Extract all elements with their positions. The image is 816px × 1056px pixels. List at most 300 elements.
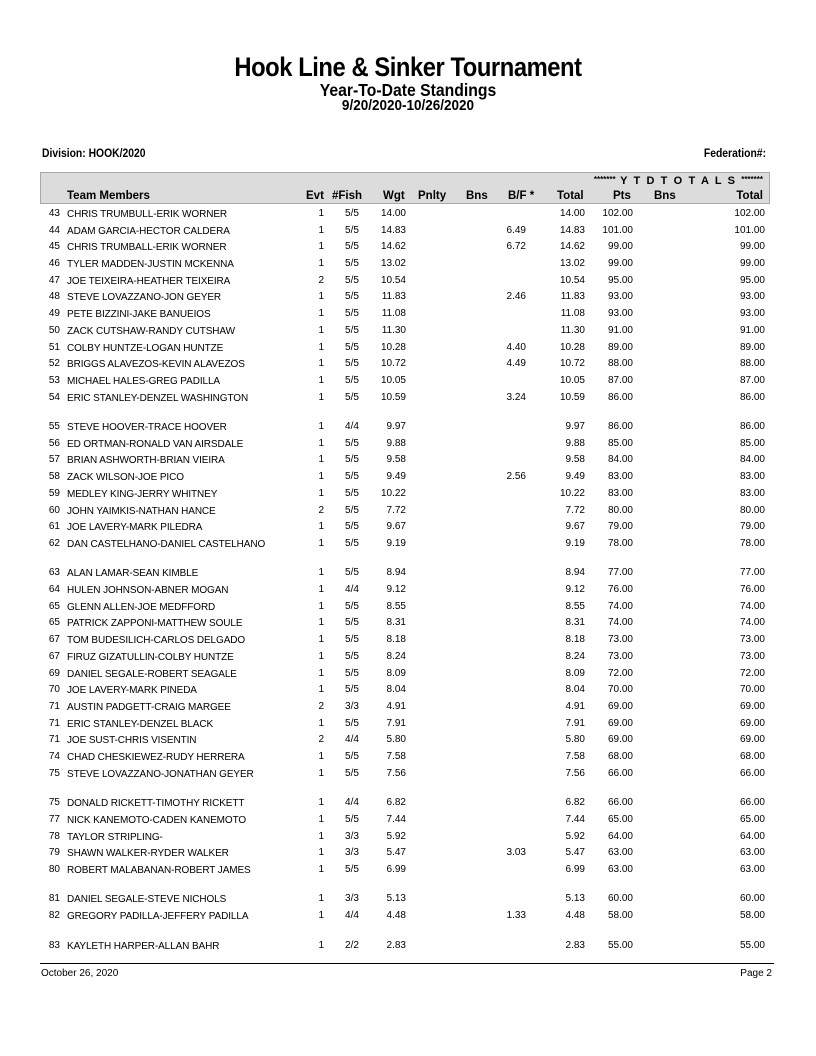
row-ytd-points: 79.00 <box>607 521 633 533</box>
row-ytd-total: 87.00 <box>739 374 765 386</box>
table-row <box>0 891 816 908</box>
row-fish-count: 3/3 <box>345 830 359 842</box>
row-ytd-total: 76.00 <box>739 584 765 596</box>
row-weight: 11.30 <box>381 324 406 336</box>
row-weight: 10.28 <box>380 341 406 353</box>
row-evt: 1 <box>318 391 324 403</box>
row-ytd-points: 84.00 <box>607 454 633 466</box>
ytd-stars-left: ******* <box>593 175 616 184</box>
row-ytd-total: 72.00 <box>739 667 765 679</box>
row-evt: 1 <box>318 358 324 370</box>
row-fish-count: 4/4 <box>345 797 359 809</box>
row-ytd-points: 74.00 <box>607 617 633 629</box>
table-row <box>0 306 816 323</box>
row-evt: 1 <box>318 634 324 646</box>
row-fish-count: 5/5 <box>345 617 359 629</box>
row-ytd-total: 74.00 <box>739 600 765 612</box>
row-rank: 48 <box>48 291 60 303</box>
row-ytd-points: 86.00 <box>607 421 633 433</box>
row-fish-count: 3/3 <box>345 700 359 712</box>
row-ytd-total: 80.00 <box>739 504 765 516</box>
row-team-members: COLBY HUNTZE-LOGAN HUNTZE <box>67 342 224 354</box>
row-total: 6.99 <box>565 863 585 875</box>
row-total: 4.91 <box>565 700 585 712</box>
footer-divider <box>40 963 774 964</box>
row-ytd-total: 73.00 <box>739 650 765 662</box>
row-weight: 14.62 <box>380 241 406 253</box>
row-total: 14.83 <box>559 224 585 236</box>
table-row <box>0 289 816 306</box>
row-ytd-total: 101.00 <box>734 224 765 236</box>
table-row <box>0 273 816 290</box>
row-ytd-total: 63.00 <box>739 863 765 875</box>
row-team-members: TOM BUDESILICH-CARLOS DELGADO <box>67 635 246 647</box>
row-evt: 1 <box>318 224 324 236</box>
row-ytd-points: 60.00 <box>607 893 633 905</box>
row-team-members: MICHAEL HALES-GREG PADILLA <box>67 375 221 387</box>
table-row <box>0 599 816 616</box>
row-ytd-points: 83.00 <box>607 487 633 499</box>
row-total: 8.31 <box>565 617 585 629</box>
table-row <box>0 340 816 357</box>
row-evt: 1 <box>318 600 324 612</box>
table-row <box>0 649 816 666</box>
table-row <box>0 795 816 812</box>
table-row <box>0 632 816 649</box>
row-evt: 1 <box>318 437 324 449</box>
row-fish-count: 5/5 <box>345 767 359 779</box>
row-team-members: JOHN YAIMKIS-NATHAN HANCE <box>67 505 216 517</box>
row-ytd-points: 63.00 <box>607 847 633 859</box>
row-ytd-points: 66.00 <box>607 767 633 779</box>
row-ytd-total: 91.00 <box>739 324 765 336</box>
col-header-bns: Bns <box>466 190 488 202</box>
row-total: 9.58 <box>565 454 585 466</box>
row-big-fish: 1.33 <box>506 910 526 922</box>
row-rank: 61 <box>48 521 60 533</box>
table-row <box>0 699 816 716</box>
row-team-members: TAYLOR STRIPLING- <box>67 831 163 843</box>
row-rank: 53 <box>48 374 60 386</box>
report-date-range: 9/20/2020-10/26/2020 <box>341 97 475 114</box>
row-rank: 64 <box>48 584 60 596</box>
row-fish-count: 5/5 <box>345 391 359 403</box>
row-total: 7.56 <box>565 767 585 779</box>
row-weight: 8.94 <box>386 567 406 579</box>
row-weight: 6.99 <box>386 863 406 875</box>
row-weight: 8.09 <box>386 667 406 679</box>
row-total: 11.30 <box>560 324 585 336</box>
row-weight: 7.91 <box>386 717 406 729</box>
row-rank: 62 <box>48 537 60 549</box>
footer-page-number: Page 2 <box>740 968 772 979</box>
row-ytd-points: 83.00 <box>607 471 633 483</box>
federation-label: Federation#: <box>703 148 766 160</box>
row-fish-count: 5/5 <box>345 600 359 612</box>
table-row <box>0 938 816 955</box>
row-team-members: PETE BIZZINI-JAKE BANUEIOS <box>67 309 211 321</box>
row-weight: 8.18 <box>386 634 406 646</box>
row-evt: 1 <box>318 650 324 662</box>
row-ytd-points: 95.00 <box>607 274 633 286</box>
row-weight: 9.12 <box>386 584 406 596</box>
row-team-members: AUSTIN PADGETT-CRAIG MARGEE <box>67 701 231 713</box>
row-ytd-points: 91.00 <box>607 324 633 336</box>
row-evt: 1 <box>318 667 324 679</box>
table-row <box>0 223 816 240</box>
row-total: 10.05 <box>559 374 585 386</box>
row-ytd-total: 66.00 <box>739 767 765 779</box>
row-rank: 47 <box>48 274 60 286</box>
row-evt: 1 <box>318 893 324 905</box>
row-team-members: TYLER MADDEN-JUSTIN MCKENNA <box>67 259 234 271</box>
row-ytd-total: 88.00 <box>739 358 765 370</box>
row-team-members: DANIEL SEGALE-ROBERT SEAGALE <box>67 668 237 680</box>
row-ytd-total: 99.00 <box>739 258 765 270</box>
table-row <box>0 666 816 683</box>
row-fish-count: 4/4 <box>345 910 359 922</box>
row-ytd-total: 99.00 <box>739 241 765 253</box>
table-row <box>0 390 816 420</box>
ytd-totals-label: Y T D T O T A L S <box>620 175 737 187</box>
row-ytd-points: 99.00 <box>607 241 633 253</box>
row-total: 9.12 <box>565 584 585 596</box>
row-team-members: HULEN JOHNSON-ABNER MOGAN <box>67 585 229 597</box>
row-fish-count: 5/5 <box>345 241 359 253</box>
row-weight: 7.58 <box>386 750 406 762</box>
row-total: 4.48 <box>565 910 585 922</box>
row-fish-count: 5/5 <box>345 208 359 219</box>
row-ytd-points: 76.00 <box>607 584 633 596</box>
table-row <box>0 682 816 699</box>
row-total: 6.82 <box>565 797 585 809</box>
table-row <box>0 469 816 486</box>
row-team-members: JOE LAVERY-MARK PINEDA <box>67 685 197 697</box>
row-ytd-points: 68.00 <box>607 750 633 762</box>
row-ytd-points: 69.00 <box>607 734 633 746</box>
row-team-members: CHRIS TRUMBALL-ERIK WORNER <box>67 242 227 254</box>
table-row <box>0 732 816 749</box>
row-ytd-points: 87.00 <box>607 374 633 386</box>
row-ytd-points: 89.00 <box>607 341 633 353</box>
col-header-evt: Evt <box>306 190 324 202</box>
row-evt: 1 <box>318 813 324 825</box>
row-rank: 44 <box>48 224 60 236</box>
row-fish-count: 5/5 <box>345 274 359 286</box>
row-weight: 7.44 <box>386 813 406 825</box>
row-total: 14.62 <box>559 241 585 253</box>
row-evt: 1 <box>318 830 324 842</box>
row-rank: 59 <box>48 487 60 499</box>
row-evt: 1 <box>318 487 324 499</box>
row-ytd-total: 84.00 <box>739 454 765 466</box>
row-weight: 8.31 <box>386 617 406 629</box>
row-weight: 9.58 <box>386 454 406 466</box>
row-rank: 60 <box>48 504 60 516</box>
row-big-fish: 3.03 <box>506 847 526 859</box>
row-total: 5.13 <box>565 893 585 905</box>
table-row <box>0 452 816 469</box>
row-rank: 56 <box>48 437 60 449</box>
row-team-members: GREGORY PADILLA-JEFFERY PADILLA <box>67 911 249 923</box>
row-rank: 71 <box>48 700 60 712</box>
row-fish-count: 5/5 <box>345 521 359 533</box>
row-ytd-points: 86.00 <box>607 391 633 403</box>
row-evt: 1 <box>318 291 324 303</box>
row-evt: 1 <box>318 847 324 859</box>
row-total: 10.22 <box>559 487 585 499</box>
row-weight: 5.80 <box>386 734 406 746</box>
table-row <box>0 486 816 503</box>
row-rank: 50 <box>48 324 60 336</box>
row-total: 7.44 <box>565 813 585 825</box>
row-big-fish: 3.24 <box>506 391 526 403</box>
row-weight: 14.83 <box>380 224 406 236</box>
row-ytd-total: 83.00 <box>739 487 765 499</box>
row-ytd-points: 58.00 <box>607 910 633 922</box>
table-row <box>0 373 816 390</box>
row-team-members: JOE SUST-CHRIS VISENTIN <box>67 735 197 747</box>
row-evt: 1 <box>318 454 324 466</box>
row-team-members: STEVE HOOVER-TRACE HOOVER <box>67 422 227 434</box>
row-ytd-points: 63.00 <box>607 863 633 875</box>
row-ytd-total: 83.00 <box>739 471 765 483</box>
row-rank: 82 <box>48 910 60 922</box>
row-fish-count: 5/5 <box>345 537 359 549</box>
row-fish-count: 5/5 <box>345 471 359 483</box>
row-fish-count: 5/5 <box>345 487 359 499</box>
row-team-members: ALAN LAMAR-SEAN KIMBLE <box>67 568 199 580</box>
row-total: 8.18 <box>565 634 585 646</box>
row-weight: 11.08 <box>381 308 406 320</box>
row-team-members: ERIC STANLEY-DENZEL BLACK <box>67 718 214 730</box>
row-ytd-total: 93.00 <box>739 291 765 303</box>
row-team-members: DAN CASTELHANO-DANIEL CASTELHANO <box>67 538 266 550</box>
row-rank: 70 <box>48 684 60 696</box>
row-rank: 69 <box>48 667 60 679</box>
row-evt: 1 <box>318 717 324 729</box>
table-row <box>0 845 816 862</box>
row-rank: 55 <box>48 421 60 433</box>
row-big-fish: 4.40 <box>506 341 526 353</box>
row-team-members: ED ORTMAN-RONALD VAN AIRSDALE <box>67 438 244 450</box>
row-fish-count: 5/5 <box>345 504 359 516</box>
row-big-fish: 6.72 <box>506 241 526 253</box>
row-total: 8.94 <box>565 567 585 579</box>
row-ytd-points: 73.00 <box>607 634 633 646</box>
row-ytd-points: 65.00 <box>607 813 633 825</box>
table-row <box>0 862 816 892</box>
row-team-members: BRIGGS ALAVEZOS-KEVIN ALAVEZOS <box>67 359 245 371</box>
table-row <box>0 615 816 632</box>
row-weight: 11.83 <box>381 291 406 303</box>
table-row <box>0 239 816 256</box>
row-total: 10.28 <box>559 341 585 353</box>
row-weight: 9.67 <box>386 521 406 533</box>
row-fish-count: 5/5 <box>345 634 359 646</box>
row-rank: 52 <box>48 358 60 370</box>
col-header-wgt: Wgt <box>383 190 405 202</box>
row-total: 5.92 <box>565 830 585 842</box>
row-total: 10.59 <box>559 391 585 403</box>
row-ytd-points: 88.00 <box>607 358 633 370</box>
row-fish-count: 5/5 <box>345 341 359 353</box>
row-evt: 1 <box>318 471 324 483</box>
row-evt: 1 <box>318 521 324 533</box>
row-ytd-points: 101.00 <box>602 224 633 236</box>
row-evt: 1 <box>318 374 324 386</box>
table-row <box>0 716 816 733</box>
row-rank: 75 <box>48 797 60 809</box>
row-ytd-total: 69.00 <box>739 734 765 746</box>
row-total: 9.97 <box>565 421 585 433</box>
row-rank: 45 <box>48 241 60 253</box>
row-rank: 49 <box>48 308 60 320</box>
row-total: 10.72 <box>559 358 585 370</box>
row-weight: 10.72 <box>380 358 406 370</box>
row-fish-count: 3/3 <box>345 847 359 859</box>
row-weight: 9.97 <box>386 421 406 433</box>
row-total: 8.24 <box>565 650 585 662</box>
row-total: 2.83 <box>565 939 585 951</box>
table-row <box>0 206 816 223</box>
row-evt: 1 <box>318 341 324 353</box>
row-team-members: STEVE LOVAZZANO-JONATHAN GEYER <box>67 768 254 780</box>
row-team-members: JOE LAVERY-MARK PILEDRA <box>67 522 203 534</box>
row-rank: 83 <box>48 939 60 951</box>
row-evt: 1 <box>318 208 324 219</box>
row-weight: 9.19 <box>386 537 406 549</box>
row-total: 8.09 <box>565 667 585 679</box>
row-fish-count: 5/5 <box>345 224 359 236</box>
row-weight: 8.55 <box>386 600 406 612</box>
report-subtitle: Year-To-Date Standings <box>319 80 497 100</box>
row-team-members: ERIC STANLEY-DENZEL WASHINGTON <box>67 392 249 404</box>
row-evt: 1 <box>318 258 324 270</box>
row-fish-count: 5/5 <box>345 258 359 270</box>
row-big-fish: 4.49 <box>506 358 526 370</box>
row-ytd-total: 60.00 <box>739 893 765 905</box>
col-header-pnlty: Pnlty <box>418 190 447 202</box>
row-fish-count: 5/5 <box>345 358 359 370</box>
table-row <box>0 323 816 340</box>
row-total: 8.55 <box>565 600 585 612</box>
row-evt: 1 <box>318 421 324 433</box>
row-weight: 2.83 <box>386 939 406 951</box>
row-team-members: ZACK CUTSHAW-RANDY CUTSHAW <box>67 325 235 337</box>
table-row <box>0 766 816 796</box>
row-fish-count: 5/5 <box>345 308 359 320</box>
row-total: 14.00 <box>559 208 585 219</box>
table-row <box>0 536 816 566</box>
row-evt: 2 <box>318 274 324 286</box>
row-total: 7.72 <box>565 504 585 516</box>
row-total: 11.83 <box>560 291 585 303</box>
row-ytd-total: 63.00 <box>739 847 765 859</box>
row-ytd-total: 66.00 <box>739 797 765 809</box>
row-evt: 1 <box>318 767 324 779</box>
row-evt: 1 <box>318 241 324 253</box>
row-rank: 58 <box>48 471 60 483</box>
table-row <box>0 256 816 273</box>
row-ytd-total: 73.00 <box>739 634 765 646</box>
row-ytd-total: 86.00 <box>739 421 765 433</box>
row-ytd-total: 55.00 <box>739 939 765 951</box>
table-row <box>0 503 816 520</box>
row-ytd-total: 78.00 <box>739 537 765 549</box>
row-team-members: JOE TEIXEIRA-HEATHER TEIXEIRA <box>67 275 231 287</box>
row-team-members: SHAWN WALKER-RYDER WALKER <box>67 848 229 860</box>
row-evt: 1 <box>318 684 324 696</box>
col-header-fish: #Fish <box>332 190 363 202</box>
row-ytd-total: 74.00 <box>739 617 765 629</box>
row-evt: 1 <box>318 308 324 320</box>
row-rank: 75 <box>48 767 60 779</box>
row-ytd-points: 72.00 <box>607 667 633 679</box>
row-rank: 71 <box>48 734 60 746</box>
row-ytd-points: 99.00 <box>607 258 633 270</box>
row-evt: 1 <box>318 567 324 579</box>
row-ytd-total: 93.00 <box>739 308 765 320</box>
row-fish-count: 4/4 <box>345 421 359 433</box>
standings-table-body <box>0 206 816 954</box>
row-evt: 2 <box>318 700 324 712</box>
ytd-stars-right: ******* <box>741 175 763 184</box>
row-team-members: PATRICK ZAPPONI-MATTHEW SOULE <box>67 618 243 630</box>
row-weight: 7.72 <box>386 504 406 516</box>
row-ytd-points: 55.00 <box>607 939 633 951</box>
row-ytd-points: 93.00 <box>607 308 633 320</box>
row-team-members: DONALD RICKETT-TIMOTHY RICKETT <box>67 798 245 810</box>
row-total: 7.58 <box>565 750 585 762</box>
row-evt: 2 <box>318 504 324 516</box>
row-fish-count: 5/5 <box>345 324 359 336</box>
row-fish-count: 4/4 <box>345 734 359 746</box>
row-rank: 43 <box>48 208 60 219</box>
row-ytd-points: 69.00 <box>607 700 633 712</box>
row-total: 10.54 <box>559 274 585 286</box>
row-rank: 67 <box>48 634 60 646</box>
row-weight: 5.92 <box>386 830 406 842</box>
row-weight: 9.49 <box>386 471 406 483</box>
row-rank: 51 <box>48 341 60 353</box>
row-fish-count: 5/5 <box>345 863 359 875</box>
table-row <box>0 419 816 436</box>
col-header-ytd-total: Total <box>736 190 763 202</box>
row-weight: 8.04 <box>386 684 406 696</box>
row-fish-count: 4/4 <box>345 584 359 596</box>
table-header <box>40 172 770 204</box>
row-ytd-total: 85.00 <box>739 437 765 449</box>
row-fish-count: 5/5 <box>345 667 359 679</box>
row-weight: 10.22 <box>380 487 406 499</box>
row-evt: 1 <box>318 797 324 809</box>
row-ytd-total: 69.00 <box>739 717 765 729</box>
col-header-team-members: Team Members <box>67 190 150 202</box>
row-evt: 1 <box>318 537 324 549</box>
row-team-members: CHRIS TRUMBULL-ERIK WORNER <box>67 209 228 220</box>
row-ytd-total: 69.00 <box>739 700 765 712</box>
row-team-members: FIRUZ GIZATULLIN-COLBY HUNTZE <box>67 651 234 663</box>
row-total: 9.19 <box>565 537 585 549</box>
row-ytd-points: 74.00 <box>607 600 633 612</box>
report-title: Hook Line & Sinker Tournament <box>234 52 582 82</box>
row-ytd-total: 102.00 <box>734 208 765 219</box>
row-rank: 54 <box>48 391 60 403</box>
footer-date: October 26, 2020 <box>41 968 119 979</box>
row-ytd-points: 64.00 <box>607 830 633 842</box>
table-row <box>0 829 816 846</box>
